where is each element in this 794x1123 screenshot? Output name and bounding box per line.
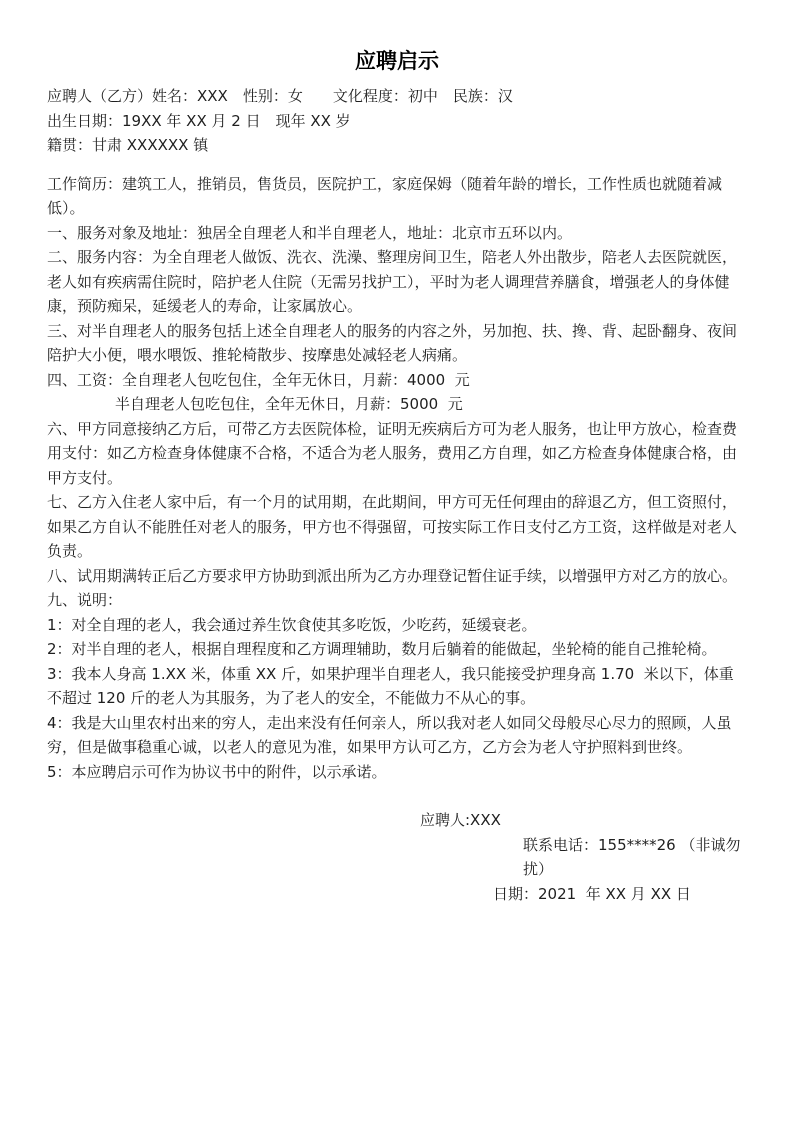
item-9-notes-heading: 九、说明： bbox=[47, 591, 123, 609]
signature-phone: 联系电话：155****26 （非诚勿扰） bbox=[523, 835, 741, 878]
item-7-probation: 七、乙方入住老人家中后，有一个月的试用期，在此期间，甲方可无任何理由的辞退乙方，但工资照付，如果乙方自认不能胜任对老人的服务，甲方也不得强留，可按实际工作日支付乙方工资，这样做是对老人负责。 bbox=[47, 493, 738, 560]
note-2: 2：对半自理的老人，根据自理程度和乙方调理辅助，数月后躺着的能做起，坐轮椅的能自己推轮椅。 bbox=[47, 640, 717, 658]
item-3-semi-care-service: 三、对半自理老人的服务包括上述全自理老人的服务的内容之外，另加抱、扶、搀、背、起卧翻身、夜间陪护大小便，喂水喂饭、推轮椅散步、按摩患处减轻老人病痛。 bbox=[47, 321, 738, 364]
item-4-salary-full-care: 四、工资：全自理老人包吃包住，全年无休日，月薪：4000 元 bbox=[47, 370, 470, 389]
note-3: 3：我本人身高 1.XX 米，体重 XX 斤，如果护理半自理老人，我只能接受护理身高 1.70 米以下，体重不超过 120 斤的老人为其服务，为了老人的安全，不能做力不从心的事。 bbox=[47, 664, 734, 707]
note-1: 1：对全自理的老人，我会通过养生饮食使其多吃饭，少吃药，延缓衰老。 bbox=[47, 615, 537, 634]
signature-block bbox=[47, 808, 747, 906]
applicant-info-line-2: 出生日期：19XX 年 XX 月 2 日 现年 XX 岁 bbox=[47, 111, 351, 130]
applicant-info-line-3: 籍贯：甘肃 XXXXXX 镇 bbox=[47, 136, 209, 154]
applicant-info-line-1: 应聘人（乙方）姓名：XXX 性别：女 文化程度：初中 民族：汉 bbox=[47, 87, 513, 105]
item-2-service-content: 二、服务内容：为全自理老人做饭、洗衣、洗澡、整理房间卫生，陪老人外出散步，陪老人去医院就医，老人如有疾病需住院时，陪护老人住院（无需另找护工），平时为老人调理营养膳食，增强老人的身体健康，预防痴呆，延缓老人的寿命，让家属放心。 bbox=[47, 248, 738, 315]
item-4-salary-semi-care: 半自理老人包吃包住，全年无休日，月薪：5000 元 bbox=[115, 395, 463, 413]
note-4: 4：我是大山里农村出来的穷人，走出来没有任何亲人，所以我对老人如同父母般尽心尽力的照顾，人虽穷，但是做事稳重心诚，以老人的意见为准，如果甲方认可乙方，乙方会为老人守护照料到世终。 bbox=[47, 713, 732, 756]
item-6-health-check: 六、甲方同意接纳乙方后，可带乙方去医院体检，证明无疾病后方可为老人服务，也让甲方放心，检查费用支付：如乙方检查身体健康不合格，不适合为老人服务，费用乙方自理，如乙方检查身体健康合格，由甲方支付。 bbox=[47, 419, 738, 487]
work-history-paragraph: 工作简历：建筑工人，推销员，售货员，医院护工，家庭保姆（随着年龄的增长，工作性质也就随着减低）。 bbox=[47, 174, 723, 217]
blank-line-spacer bbox=[47, 158, 747, 172]
item-1-service-target: 一、服务对象及地址：独居全自理老人和半自理老人，地址：北京市五环以内。 bbox=[47, 223, 573, 242]
note-5: 5：本应聘启示可作为协议书中的附件，以示承诺。 bbox=[47, 762, 387, 781]
signature-applicant: 应聘人:XXX bbox=[420, 811, 501, 829]
item-8-residence-permit: 八、试用期满转正后乙方要求甲方协助到派出所为乙方办理登记暂住证手续，以增强甲方对乙方的放心。 bbox=[47, 566, 738, 585]
document-title: 应聘启示 bbox=[355, 49, 439, 73]
signature-date: 日期：2021 年 XX 月 XX 日 bbox=[493, 884, 691, 903]
